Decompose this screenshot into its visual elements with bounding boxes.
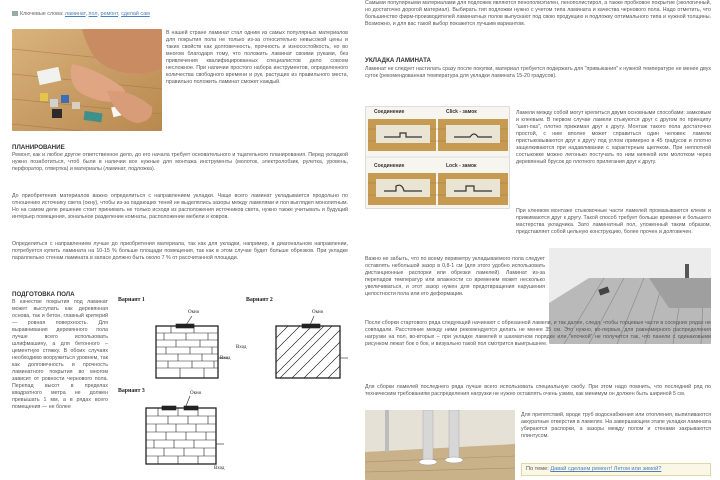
planning-paragraph-2: До приобретения материалов важно определиться с направлением укладки. Чаще всего ламинат укладывается продольно по отношению источнику света (окну), чтобы из-за падающих теней не выделялись зазоры между ламелями и пол выглядел монолитным. Но на самом деле решение стоит принимать не только исходя из расположения источников света, нужно также учитывать и будущий интерьер помещения, зональное разделение комнаты, расположение мебели и ковров. (12, 193, 348, 220)
related-article-link[interactable]: Давай сделаем ремонт! Летом или зимой? (550, 466, 662, 472)
gap-paragraph: Важно не забыть, что по всему периметру укладываемого пола следует оставлять небольшой зазор в 0,8-1 см (для этого удобно использовать дистанционные распорки или обрезки ламелей). Ламинат из-за перепадов температур или влажности со временем может несколько увеличиваться, и этот зазор нужен для предотвращения нарушения целостности пола или его деформации. (365, 256, 545, 297)
variant-2-window-label: Окно (312, 310, 324, 315)
lock-types-image (365, 106, 510, 209)
tag-icon (12, 11, 18, 16)
underlay-paragraph: Самыми популярными материалами для подложек являются пенополиэтилен, пенополистирол, а также пробковое покрытие (экологичный, но достаточно дорогой материал). Выбирать тип подложки нужно с учетом типа ламината и качества чернового пола. Надо отметить, что большинство фирм-производителей ламинатных полов выпускают под свою продукцию и подложку оптимального типа и нужной толщины. Возможно, и для вас такой выбор покажется лучшим вариантом. (365, 0, 711, 27)
related-note (521, 463, 711, 476)
connection-label-top: Соединение (374, 109, 405, 115)
floor-prep-paragraph: В качестве покрытия под ламинат может выступать как деревянная основа, так и бетон, главный критерий — ровная поверхность. Для выравнивания деревянного пола лучше всего использовать шлифмашину, а для бетонного – цементную стяжку. В обоих случаях необходимо вооружиться уровнем, так как долговечность и прочность ламинатного покрытия во многом зависит от ровности чернового пола. Перепад высот в пределах квадратного метра не должен превышать 1 мм, а в рядах всего помещения — не более (12, 299, 108, 410)
planning-paragraph-3: Определиться с направлением лучше до приобретения материала, так как для укладки, например, в диагональном направлении, потребуется купить ламината на 10-15 % больше площади помещения, так как в этом случае будет больше обрезков. При укладке параллельно стенам ламината в запасе должно быть около 7 % от рассчитанной площади. (12, 241, 348, 261)
laying-paragraph-1: Ламинат не следует настилать сразу после покупки, материал требуется подержать для "привыкания" к нужной температуре не менее двух суток (рекомендованная температура для укладки ламината 15-20 градусов). (365, 66, 711, 79)
variant-3-window-label: Окно (190, 391, 202, 396)
lock-paragraph: Ламели между собой могут крепиться двумя основными способами: замковым и клеевым. В первом случае ламели стыкуются друг с другом по принципу "шип-паз", плотно прижимая друг к другу. Монтаж такого пола достаточно простой, с ним вполне может справиться один человек: ламели пристыковываются друг к другу под углом примерно в 45 градусов и плотно защелкиваются при надавливании с характерным щелчком. При неплотной состыковке можно легонько постучать по ним киянкой или молотком через деревянный брусок до плотного прилегания друг к другу. (516, 110, 711, 165)
laminate-laying-photo (12, 29, 162, 131)
pipes-image (365, 410, 515, 480)
rows-paragraph: После сборки стартового ряда следующий начинают с обрезанной ламели, и так далее, следя, чтобы торцевые части в соседних рядах не совпадали. Расстояние между ними рекомендуется делать не менее 35 см. Это нужно, во-первых, для равномерного распределения нагрузки на пол, во-вторых – при укладке ламелей в шахматном порядке или "елочкой" не получится так, что панели с одинаковыми рисунком лежат бок о бок, и визуально такой пол смотрится выигрышнее. (365, 320, 711, 347)
variant-3-label: Вариант 3 (118, 388, 145, 394)
keywords-line: Ключевые слова: ламинат, пол, ремонт, сделай сам (12, 11, 150, 18)
connection-label-bottom: Соединение (374, 163, 405, 169)
variant-1-entrance-label: Вход (220, 356, 231, 361)
keyword-link-floor[interactable]: пол (88, 11, 98, 17)
keyword-link-repair[interactable]: ремонт (100, 11, 119, 17)
planning-heading: ПЛАНИРОВАНИЕ (12, 144, 65, 151)
variant-1-window-label: Окно (188, 310, 200, 315)
variant-2-entrance-label: Вход (236, 345, 247, 350)
laying-heading: УКЛАДКА ЛАМИНАТА (365, 57, 431, 64)
keyword-link-laminate[interactable]: ламинат (64, 11, 86, 17)
related-note-label: По теме: (526, 466, 549, 472)
variant-2-label: Вариант 2 (246, 297, 273, 303)
last-row-paragraph: Для сборки ламелей последнего ряда лучше всего использовать специальную скобу. При этом надо помнить, что последний ряд по техническим требованиям распределения нагрузки не нужно оставлять очень узким, как минимум он должен быть шириной 5 см. (365, 384, 711, 397)
keywords-label: Ключевые слова: (20, 11, 64, 17)
variant-1-label: Вариант 1 (118, 297, 145, 303)
glue-paragraph: При клеевом монтаже стыковочные части ламелей промазываются клеем и прижимаются друг к другу. Такой способ требует больше времени и большего мастерства укладчика. Зато ламинатный пол, уложенный таким образом, представляет собой цельную конструкцию, более прочен и долговечен. (516, 208, 711, 235)
laying-variants-diagram (116, 296, 348, 480)
keyword-link-diy[interactable]: сделай сам (121, 11, 150, 17)
intro-paragraph: В нашей стране ламинат стал одним из самых популярных материалов для покрытия пола не только из-за относительно невысокой цены и таких свойств как долговечность, прочность и износостойкость, но во многом благодаря тому, что положить ламинат своими руками, без привлечения квалифицированных специалистов дело совсем несложное. При наличии простого набора инструментов, определенного количества свободного времени и рук, растущих из правильного места, правильно положить ламинат сможет каждый. (166, 30, 348, 85)
obstacles-paragraph: Для препятствий, вроде труб водоснабжения или отопления, выпиливаются аккуратные отверстия в ламелях. На завершающем этапе укладки ламината убираются распорки, а зазоры между полом и стенами закрываются плинтусом. (521, 412, 711, 439)
floor-prep-heading: ПОДГОТОВКА ПОЛА (12, 291, 75, 298)
lock-lock-label: Lock - замок (446, 163, 477, 169)
variant-3-entrance-label: Вход (214, 466, 225, 471)
planning-paragraph-1: Ремонт, как и любое другое ответственное дело, до его начала требует основательного и тщательного планирования. Перед укладкой нужно позаботиться, чтоб были в наличии все нужные для монтажа инструменты (молоток, электролобзик, рулетка, уровень, перфоратор, отвертка) и материалы (ламинат, подложка). (12, 152, 348, 172)
click-lock-label: Click - замок (446, 109, 477, 115)
